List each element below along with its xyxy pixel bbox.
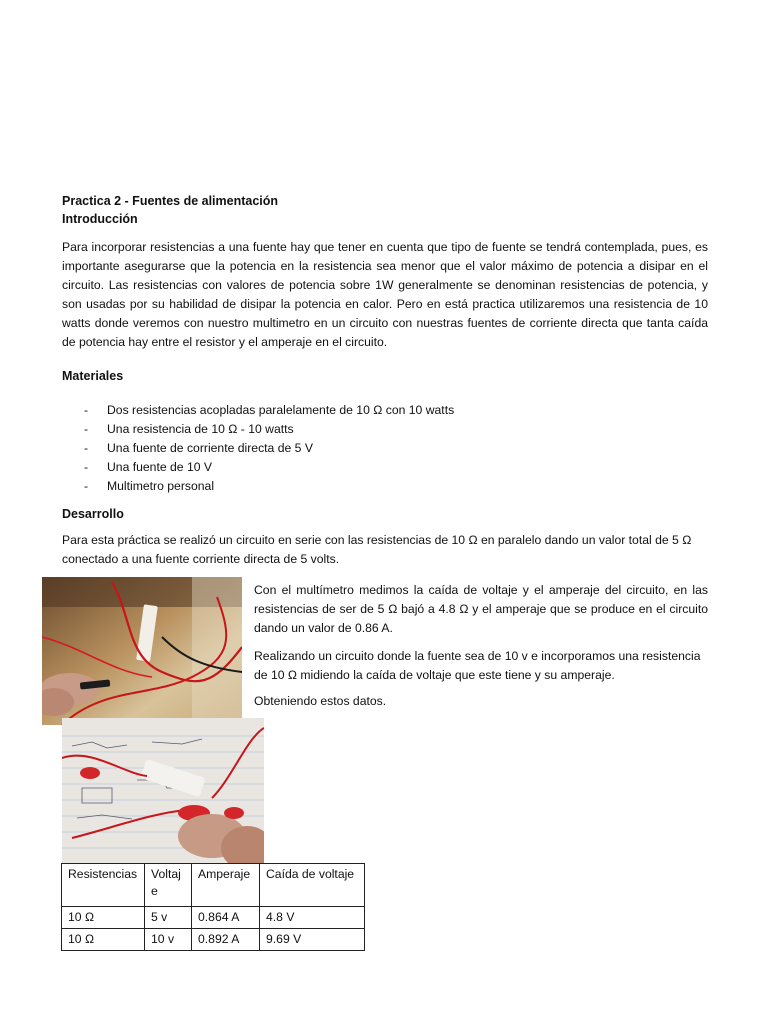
list-item-text: Una fuente de 10 V <box>107 460 213 474</box>
results-table <box>61 863 365 951</box>
table-cell: 9.69 V <box>260 929 365 951</box>
table-cell: 0.892 A <box>192 929 260 951</box>
table-header-cell: Resistencias <box>62 864 145 907</box>
table-header-cell: Amperaje <box>192 864 260 907</box>
measurement-paragraph: Con el multímetro medimos la caída de voltaje y el amperaje del circuito, en las resistencias de ser de 5 Ω bajó a 4.8 Ω y el amperaje que se produce en el circuito dando un valor de 0.86 A. <box>254 583 708 635</box>
table-cell: 10 Ω <box>62 907 145 929</box>
table-cell: 4.8 V <box>260 907 365 929</box>
table-header-cell: Caída de voltaje <box>260 864 365 907</box>
bullet-marker: - <box>84 403 89 417</box>
circuit-photo <box>42 577 242 725</box>
bullet-marker: - <box>84 479 89 493</box>
list-item <box>62 439 662 458</box>
intro-paragraph: Para incorporar resistencias a una fuente hay que tener en cuenta que tipo de fuente se tendrá contemplada, pues, es importante asegurarse que la potencia en la resistencia sea menor que el valor máximo de potencia a disipar en el circuito. Las resistencias con valores de potencia sobre 1W generalmente se denominan resistencias de potencia, y son usadas por su habilidad de disipar la potencia en calor. Pero en está practica utilizaremos una resistencia de 10 watts donde veremos con nuestro multimetro en un circuito con nuestras fuentes de corriente directa que tanta caída de potencia hay entre el resistor y el amperaje en el circuito. <box>62 240 708 349</box>
development-heading: Desarrollo <box>62 507 124 521</box>
list-item <box>62 458 662 477</box>
list-item <box>62 401 662 420</box>
table-cell: 5 v <box>145 907 192 929</box>
table-row <box>62 907 365 929</box>
table-cell: 10 v <box>145 929 192 951</box>
notebook-photo <box>62 718 264 863</box>
table-header-row <box>62 864 365 907</box>
list-item-text: Una fuente de corriente directa de 5 V <box>107 441 313 455</box>
table-header-cell: Voltaje <box>145 864 192 907</box>
development-paragraph: Para esta práctica se realizó un circuito en serie con las resistencias de 10 Ω en paralelo dando un valor total de 5 Ω conectado a una fuente corriente directa de 5 volts. <box>62 533 692 566</box>
materials-heading: Materiales <box>62 369 124 383</box>
intro-heading: Introducción <box>62 212 138 226</box>
table-row <box>62 929 365 951</box>
data-intro-paragraph: Obteniendo estos datos. <box>254 694 387 708</box>
bullet-marker: - <box>84 460 89 474</box>
list-item-text: Multimetro personal <box>107 479 215 493</box>
list-item-text: Dos resistencias acopladas paralelamente de 10 Ω con 10 watts <box>107 403 455 417</box>
page-title: Practica 2 - Fuentes de alimentación <box>62 194 279 208</box>
table-cell: 10 Ω <box>62 929 145 951</box>
list-item <box>62 420 662 439</box>
materials-list <box>62 401 662 496</box>
table-cell: 0.864 A <box>192 907 260 929</box>
bullet-marker: - <box>84 422 89 436</box>
list-item <box>62 477 662 496</box>
bullet-marker: - <box>84 441 89 455</box>
second-circuit-paragraph: Realizando un circuito donde la fuente sea de 10 v e incorporamos una resistencia de 10 Ω midiendo la caída de voltaje que este tiene y su amperaje. <box>254 649 701 682</box>
list-item-text: Una resistencia de 10 Ω - 10 watts <box>107 422 294 436</box>
